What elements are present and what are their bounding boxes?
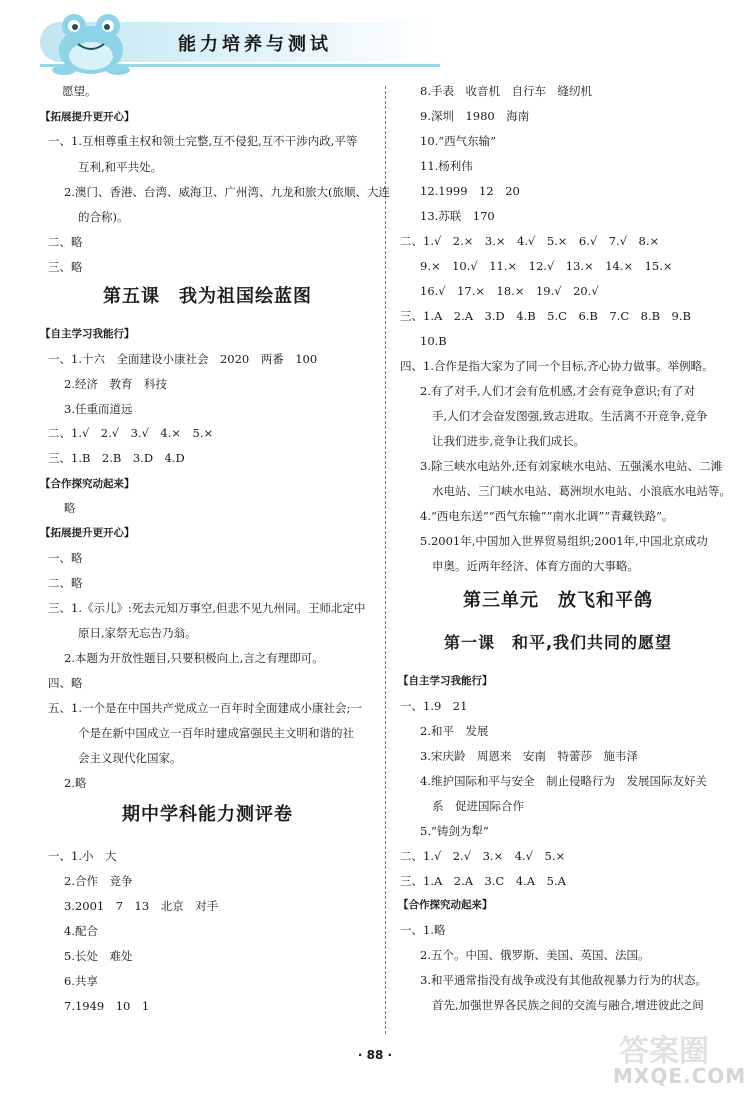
answer-line: 10.B (420, 334, 447, 348)
page-number: · 88 · (357, 1048, 393, 1062)
answer-line: 三、1.《示儿》:死去元知万事空,但悲不见九州同。王师北定中 (48, 601, 366, 615)
answer-line: 手,人们才会奋发图强,致志进取。生活离不开竞争,竞争 (432, 409, 708, 423)
answer-line: 2.澳门、香港、台湾、威海卫、广州湾、九龙和旅大(旅顺、大连 (64, 185, 390, 199)
answer-line: 9.深圳 1980 海南 (420, 109, 530, 123)
answer-line: 四、略 (48, 676, 83, 690)
lesson-title: 第五课 我为祖国绘蓝图 (103, 286, 312, 307)
answer-line: 5.“铸剑为犁” (420, 824, 489, 838)
answer-line: 一、1.9 21 (400, 699, 468, 713)
answer-line: 一、略 (48, 551, 83, 565)
answer-line: 二、略 (48, 235, 83, 249)
answer-line: 2.经济 教育 科技 (64, 377, 167, 391)
answer-line: 4.维护国际和平与安全 制止侵略行为 发展国际友好关 (420, 774, 707, 788)
section-label: 【自主学习我能行】 (40, 328, 135, 340)
answer-line: 一、1.小 大 (48, 849, 117, 863)
answer-line: 的合称)。 (78, 210, 129, 224)
answer-line: 2.五个。中国、俄罗斯、美国、英国、法国。 (420, 948, 650, 962)
answer-line: 13.苏联 170 (420, 209, 495, 223)
answer-line: 2.有了对手,人们才会有危机感,才会有竞争意识;有了对 (420, 384, 696, 398)
answer-line: 一、1.十六 全面建设小康社会 2020 两番 100 (48, 352, 318, 366)
watermark (605, 1024, 745, 1094)
answer-line: 16.√ 17.× 18.× 19.√ 20.√ (420, 284, 599, 298)
answer-line: 11.杨利伟 (420, 159, 473, 173)
watermark-logo: 答案圈 (619, 1034, 709, 1069)
answer-line: 4.“西电东送”“西气东输”“南水北调”“青藏铁路”。 (420, 509, 674, 523)
answer-line: 6.共享 (64, 974, 98, 988)
answer-line: 二、略 (48, 576, 83, 590)
answer-line: 12.1999 12 20 (420, 184, 520, 198)
answer-line: 互利,和平共处。 (78, 160, 163, 174)
answer-line: 个是在新中国成立一百年时建成富强民主文明和谐的社 (78, 726, 354, 740)
answer-line: 8.手表 收音机 自行车 缝纫机 (420, 84, 592, 98)
section-label: 【合作探究动起来】 (398, 899, 493, 911)
page-header (0, 0, 750, 86)
answer-line: 愿望。 (62, 84, 97, 98)
frog-mascot-icon (48, 6, 134, 78)
section-label: 【自主学习我能行】 (398, 675, 493, 687)
answer-line: 3.任重而道远 (64, 402, 133, 416)
answer-line: 10.“西气东输” (420, 134, 497, 148)
answer-line: 3.宋庆龄 周恩来 安南 特蕾莎 施韦泽 (420, 749, 638, 763)
answer-line: 略 (64, 501, 76, 515)
answer-line: 二、1.√ 2.√ 3.× 4.√ 5.× (400, 849, 566, 863)
answer-line: 三、略 (48, 260, 83, 274)
answer-line: 系 促进国际合作 (432, 799, 524, 813)
answer-line: 让我们进步,竞争让我们成长。 (432, 434, 586, 448)
answer-line: 三、1.A 2.A 3.D 4.B 5.C 6.B 7.C 8.B 9.B (400, 309, 691, 323)
answer-line: 7.1949 10 1 (64, 999, 150, 1013)
answer-line: 原日,家祭无忘告乃翁。 (78, 626, 197, 640)
answer-line: 3.除三峡水电站外,还有刘家峡水电站、五强溪水电站、二滩 (420, 459, 723, 473)
lesson-title: 第一课 和平,我们共同的愿望 (443, 633, 673, 652)
answer-line: 2.合作 竞争 (64, 874, 133, 888)
unit-title: 第三单元 放飞和平鸽 (463, 590, 653, 611)
answer-line: 一、1.略 (400, 923, 446, 937)
answer-line: 2.和平 发展 (420, 724, 489, 738)
answer-line: 3.和平通常指没有战争或没有其他敌视暴力行为的状态。 (420, 973, 707, 987)
exam-title: 期中学科能力测评卷 (122, 804, 293, 825)
section-label: 【拓展提升更开心】 (40, 111, 135, 123)
answer-line: 三、1.B 2.B 3.D 4.D (48, 451, 185, 465)
answer-line: 会主义现代化国家。 (78, 751, 182, 765)
answer-line: 水电站、三门峡水电站、葛洲坝水电站、小浪底水电站等。 (432, 484, 731, 498)
answer-line: 5.2001年,中国加入世界贸易组织;2001年,中国北京成功 (420, 534, 708, 548)
answer-line: 4.配合 (64, 924, 98, 938)
answer-line: 一、1.互相尊重主权和领土完整,互不侵犯,互不干涉内政,平等 (48, 134, 358, 148)
answer-line: 首先,加强世界各民族之间的交流与融合,增进彼此之间 (432, 998, 704, 1012)
answer-line: 二、1.√ 2.√ 3.√ 4.× 5.× (48, 426, 214, 440)
answer-line: 9.× 10.√ 11.× 12.√ 13.× 14.× 15.× (420, 259, 673, 273)
watermark-url: MXQE.COM (613, 1064, 747, 1088)
answer-line: 三、1.A 2.A 3.C 4.A 5.A (400, 874, 566, 888)
answer-line: 2.本题为开放性题目,只要积极向上,言之有理即可。 (64, 651, 324, 665)
section-label: 【合作探究动起来】 (40, 478, 135, 490)
answer-line: 五、1.一个是在中国共产党成立一百年时全面建成小康社会;一 (48, 701, 362, 715)
answer-line: 3.2001 7 13 北京 对手 (64, 899, 219, 913)
answer-line: 四、1.合作是指大家为了同一个目标,齐心协力做事。举例略。 (400, 359, 714, 373)
column-divider (385, 86, 386, 1034)
header-title: 能力培养与测试 (178, 34, 332, 55)
answer-line: 申奥。近两年经济、体育方面的大事略。 (432, 559, 639, 573)
answer-line: 二、1.√ 2.× 3.× 4.√ 5.× 6.√ 7.√ 8.× (400, 234, 660, 248)
section-label: 【拓展提升更开心】 (40, 527, 135, 539)
answer-line: 5.长处 难处 (64, 949, 133, 963)
answer-line: 2.略 (64, 776, 87, 790)
